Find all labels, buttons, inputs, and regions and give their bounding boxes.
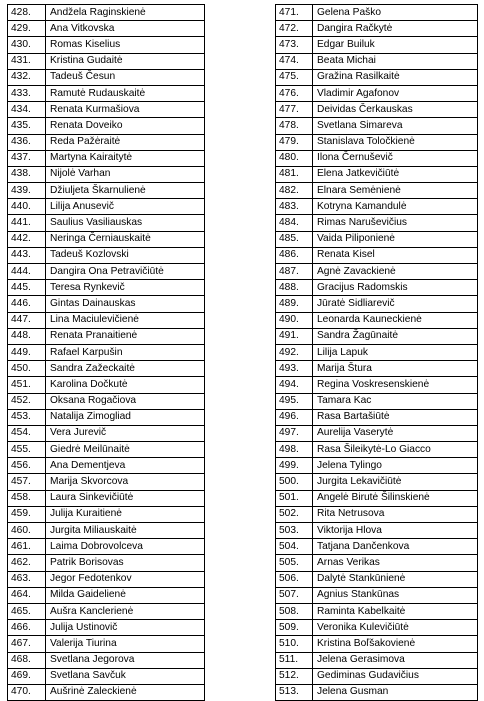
row-number: 440. <box>8 199 46 215</box>
person-name: Jelena Gerasimova <box>313 652 478 668</box>
roster-table-right <box>275 4 478 701</box>
table-row <box>276 37 478 53</box>
person-name: Agnė Zavackienė <box>313 264 478 280</box>
row-number: 498. <box>276 442 313 458</box>
table-row <box>276 85 478 101</box>
table-row <box>8 425 205 441</box>
person-name: Svetlana Savčuk <box>46 668 205 684</box>
person-name: Ana Vitkovska <box>46 21 205 37</box>
person-name: Kristina Gudaitė <box>46 53 205 69</box>
table-row <box>8 296 205 312</box>
table-row <box>8 85 205 101</box>
row-number: 500. <box>276 474 313 490</box>
row-number: 441. <box>8 215 46 231</box>
row-number: 438. <box>8 166 46 182</box>
row-number: 503. <box>276 523 313 539</box>
person-name: Gražina Rasilkaitė <box>313 69 478 85</box>
table-row <box>8 344 205 360</box>
person-name: Lilija Anusevič <box>46 199 205 215</box>
row-number: 487. <box>276 264 313 280</box>
table-row <box>8 280 205 296</box>
person-name: Jegor Fedotenkov <box>46 571 205 587</box>
person-name: Natalija Zimogliad <box>46 409 205 425</box>
row-number: 502. <box>276 506 313 522</box>
table-row <box>8 506 205 522</box>
person-name: Vera Jurevič <box>46 425 205 441</box>
table-row <box>276 215 478 231</box>
row-number: 443. <box>8 247 46 263</box>
table-row <box>8 409 205 425</box>
roster-table-left-body <box>8 5 205 701</box>
table-row <box>8 264 205 280</box>
table-row <box>8 53 205 69</box>
person-name: Renata Kurmašiova <box>46 102 205 118</box>
person-name: Dangira Ona Petravičiūtė <box>46 264 205 280</box>
person-name: Andžela Raginskienė <box>46 5 205 21</box>
person-name: Aurelija Vaserytė <box>313 425 478 441</box>
table-row <box>8 183 205 199</box>
table-row <box>8 312 205 328</box>
table-row <box>8 393 205 409</box>
person-name: Aušra Kanclerienė <box>46 603 205 619</box>
person-name: Tadeuš Česun <box>46 69 205 85</box>
table-row <box>8 231 205 247</box>
person-name: Raminta Kabelkaitė <box>313 603 478 619</box>
table-row <box>8 102 205 118</box>
table-row <box>8 377 205 393</box>
row-number: 495. <box>276 393 313 409</box>
table-row <box>8 555 205 571</box>
person-name: Renata Doveiko <box>46 118 205 134</box>
table-row <box>8 668 205 684</box>
person-name: Oksana Rogačiova <box>46 393 205 409</box>
person-name: Romas Kiselius <box>46 37 205 53</box>
person-name: Arnas Verikas <box>313 555 478 571</box>
row-number: 511. <box>276 652 313 668</box>
row-number: 429. <box>8 21 46 37</box>
person-name: Martyna Kairaitytė <box>46 150 205 166</box>
row-number: 493. <box>276 361 313 377</box>
person-name: Stanislava Toločkienė <box>313 134 478 150</box>
person-name: Sandra Žagūnaitė <box>313 328 478 344</box>
table-row <box>8 247 205 263</box>
row-number: 442. <box>8 231 46 247</box>
row-number: 496. <box>276 409 313 425</box>
row-number: 483. <box>276 199 313 215</box>
table-row <box>276 684 478 700</box>
table-row <box>276 118 478 134</box>
row-number: 475. <box>276 69 313 85</box>
row-number: 448. <box>8 328 46 344</box>
person-name: Tamara Kac <box>313 393 478 409</box>
person-name: Reda Pažėraitė <box>46 134 205 150</box>
table-row <box>276 425 478 441</box>
person-name: Dangira Račkytė <box>313 21 478 37</box>
table-row <box>8 118 205 134</box>
table-row <box>8 166 205 182</box>
table-row <box>276 668 478 684</box>
row-number: 463. <box>8 571 46 587</box>
table-row <box>276 555 478 571</box>
person-name: Laura Sinkevičiūtė <box>46 490 205 506</box>
table-row <box>8 134 205 150</box>
table-row <box>276 21 478 37</box>
table-row <box>276 458 478 474</box>
person-name: Rita Netrusova <box>313 506 478 522</box>
table-row <box>276 344 478 360</box>
person-name: Leonarda Kauneckienė <box>313 312 478 328</box>
row-number: 439. <box>8 183 46 199</box>
person-name: Milda Gaidelienė <box>46 587 205 603</box>
table-row <box>276 296 478 312</box>
table-row <box>8 150 205 166</box>
table-row <box>8 69 205 85</box>
row-number: 477. <box>276 102 313 118</box>
row-number: 509. <box>276 620 313 636</box>
person-name: Viktorija Hlova <box>313 523 478 539</box>
table-row <box>276 264 478 280</box>
table-row <box>276 280 478 296</box>
person-name: Džiuljeta Škarnulienė <box>46 183 205 199</box>
person-name: Rafael Karpušin <box>46 344 205 360</box>
row-number: 474. <box>276 53 313 69</box>
person-name: Valerija Tiurina <box>46 636 205 652</box>
row-number: 445. <box>8 280 46 296</box>
table-row <box>276 312 478 328</box>
table-row <box>8 474 205 490</box>
person-name: Svetlana Simareva <box>313 118 478 134</box>
person-name: Vladimir Agafonov <box>313 85 478 101</box>
row-number: 462. <box>8 555 46 571</box>
person-name: Patrik Borisovas <box>46 555 205 571</box>
table-row <box>276 377 478 393</box>
row-number: 444. <box>8 264 46 280</box>
row-number: 494. <box>276 377 313 393</box>
person-name: Nijolė Varhan <box>46 166 205 182</box>
person-name: Saulius Vasiliauskas <box>46 215 205 231</box>
row-number: 471. <box>276 5 313 21</box>
table-row <box>8 684 205 700</box>
person-name: Gracijus Radomskis <box>313 280 478 296</box>
row-number: 469. <box>8 668 46 684</box>
row-number: 508. <box>276 603 313 619</box>
row-number: 506. <box>276 571 313 587</box>
person-name: Ilona Černuševič <box>313 150 478 166</box>
table-row <box>8 523 205 539</box>
person-name: Rimas Naruševičius <box>313 215 478 231</box>
person-name: Renata Kisel <box>313 247 478 263</box>
row-number: 450. <box>8 361 46 377</box>
table-row <box>8 571 205 587</box>
row-number: 466. <box>8 620 46 636</box>
person-name: Marija Štura <box>313 361 478 377</box>
person-name: Agnius Stankūnas <box>313 587 478 603</box>
person-name: Vaida Piliponienė <box>313 231 478 247</box>
row-number: 460. <box>8 523 46 539</box>
person-name: Rasa Bartašiūtė <box>313 409 478 425</box>
table-row <box>276 53 478 69</box>
person-name: Jelena Tylingo <box>313 458 478 474</box>
table-row <box>8 442 205 458</box>
table-row <box>8 652 205 668</box>
table-row <box>8 5 205 21</box>
person-name: Elnara Semėnienė <box>313 183 478 199</box>
row-number: 472. <box>276 21 313 37</box>
table-row <box>276 523 478 539</box>
person-name: Ana Dementjeva <box>46 458 205 474</box>
person-name: Svetlana Jegorova <box>46 652 205 668</box>
table-row <box>8 199 205 215</box>
person-name: Jurgita Miliauskaitė <box>46 523 205 539</box>
table-row <box>8 37 205 53</box>
row-number: 499. <box>276 458 313 474</box>
row-number: 456. <box>8 458 46 474</box>
row-number: 476. <box>276 85 313 101</box>
table-row <box>276 5 478 21</box>
table-row <box>8 458 205 474</box>
person-name: Marija Skvorcova <box>46 474 205 490</box>
row-number: 452. <box>8 393 46 409</box>
person-name: Laima Dobrovolceva <box>46 539 205 555</box>
row-number: 504. <box>276 539 313 555</box>
table-row <box>8 636 205 652</box>
table-row <box>276 134 478 150</box>
row-number: 434. <box>8 102 46 118</box>
row-number: 513. <box>276 684 313 700</box>
table-row <box>276 393 478 409</box>
row-number: 446. <box>8 296 46 312</box>
table-row <box>276 652 478 668</box>
table-row <box>8 539 205 555</box>
row-number: 453. <box>8 409 46 425</box>
person-name: Tadeuš Kozlovski <box>46 247 205 263</box>
table-row <box>8 620 205 636</box>
row-number: 485. <box>276 231 313 247</box>
table-row <box>276 506 478 522</box>
row-number: 459. <box>8 506 46 522</box>
table-row <box>8 21 205 37</box>
person-name: Julija Ustinovič <box>46 620 205 636</box>
table-row <box>8 490 205 506</box>
table-row <box>276 150 478 166</box>
table-row <box>276 571 478 587</box>
table-row <box>276 166 478 182</box>
table-row <box>276 490 478 506</box>
row-number: 488. <box>276 280 313 296</box>
table-row <box>276 247 478 263</box>
row-number: 507. <box>276 587 313 603</box>
row-number: 449. <box>8 344 46 360</box>
person-name: Regina Voskresenskienė <box>313 377 478 393</box>
table-row <box>276 328 478 344</box>
row-number: 454. <box>8 425 46 441</box>
row-number: 482. <box>276 183 313 199</box>
person-name: Giedrė Meilūnaitė <box>46 442 205 458</box>
table-row <box>276 69 478 85</box>
row-number: 451. <box>8 377 46 393</box>
roster-table-right-body <box>276 5 478 701</box>
row-number: 490. <box>276 312 313 328</box>
row-number: 464. <box>8 587 46 603</box>
row-number: 458. <box>8 490 46 506</box>
row-number: 473. <box>276 37 313 53</box>
person-name: Jelena Gusman <box>313 684 478 700</box>
person-name: Ramutė Rudauskaitė <box>46 85 205 101</box>
row-number: 432. <box>8 69 46 85</box>
row-number: 430. <box>8 37 46 53</box>
person-name: Julija Kuraitienė <box>46 506 205 522</box>
person-name: Edgar Builuk <box>313 37 478 53</box>
table-row <box>276 587 478 603</box>
row-number: 478. <box>276 118 313 134</box>
row-number: 470. <box>8 684 46 700</box>
table-row <box>276 183 478 199</box>
row-number: 486. <box>276 247 313 263</box>
row-number: 461. <box>8 539 46 555</box>
person-name: Kristina Boľšakovienė <box>313 636 478 652</box>
row-number: 437. <box>8 150 46 166</box>
row-number: 455. <box>8 442 46 458</box>
table-row <box>276 539 478 555</box>
row-number: 481. <box>276 166 313 182</box>
table-row <box>8 361 205 377</box>
table-row <box>8 215 205 231</box>
row-number: 491. <box>276 328 313 344</box>
table-row <box>276 231 478 247</box>
table-row <box>276 102 478 118</box>
person-name: Kotryna Kamandulė <box>313 199 478 215</box>
row-number: 468. <box>8 652 46 668</box>
person-name: Gintas Dainauskas <box>46 296 205 312</box>
person-name: Lina Maciulevičienė <box>46 312 205 328</box>
table-row <box>276 199 478 215</box>
person-name: Rasa Šileikytė-Lo Giacco <box>313 442 478 458</box>
row-number: 501. <box>276 490 313 506</box>
person-name: Neringa Černiauskaitė <box>46 231 205 247</box>
person-name: Gelena Paško <box>313 5 478 21</box>
row-number: 435. <box>8 118 46 134</box>
person-name: Karolina Dočkutė <box>46 377 205 393</box>
row-number: 480. <box>276 150 313 166</box>
row-number: 447. <box>8 312 46 328</box>
row-number: 512. <box>276 668 313 684</box>
person-name: Deividas Čerkauskas <box>313 102 478 118</box>
table-row <box>8 587 205 603</box>
person-name: Jurgita Lekavičiūtė <box>313 474 478 490</box>
row-number: 428. <box>8 5 46 21</box>
row-number: 433. <box>8 85 46 101</box>
row-number: 479. <box>276 134 313 150</box>
table-row <box>8 603 205 619</box>
row-number: 484. <box>276 215 313 231</box>
table-row <box>276 636 478 652</box>
table-row <box>276 474 478 490</box>
person-name: Gediminas Gudavičius <box>313 668 478 684</box>
person-name: Jūratė Sidliarevič <box>313 296 478 312</box>
roster-table-left <box>7 4 205 701</box>
table-row <box>276 603 478 619</box>
person-name: Sandra Zažeckaitė <box>46 361 205 377</box>
row-number: 505. <box>276 555 313 571</box>
table-row <box>276 361 478 377</box>
person-name: Dalytė Stankūnienė <box>313 571 478 587</box>
person-name: Teresa Rynkevič <box>46 280 205 296</box>
row-number: 510. <box>276 636 313 652</box>
row-number: 465. <box>8 603 46 619</box>
row-number: 492. <box>276 344 313 360</box>
row-number: 489. <box>276 296 313 312</box>
row-number: 497. <box>276 425 313 441</box>
person-name: Veronika Kulevičiūtė <box>313 620 478 636</box>
row-number: 467. <box>8 636 46 652</box>
person-name: Renata Pranaitienė <box>46 328 205 344</box>
person-name: Angelė Birutė Šilinskienė <box>313 490 478 506</box>
table-row <box>276 442 478 458</box>
person-name: Tatjana Dančenkova <box>313 539 478 555</box>
row-number: 457. <box>8 474 46 490</box>
person-name: Beata Michai <box>313 53 478 69</box>
row-number: 431. <box>8 53 46 69</box>
table-row <box>8 328 205 344</box>
row-number: 436. <box>8 134 46 150</box>
person-name: Lilija Lapuk <box>313 344 478 360</box>
table-row <box>276 620 478 636</box>
person-name: Aušrinė Zaleckienė <box>46 684 205 700</box>
person-name: Elena Jatkevičiūtė <box>313 166 478 182</box>
table-row <box>276 409 478 425</box>
